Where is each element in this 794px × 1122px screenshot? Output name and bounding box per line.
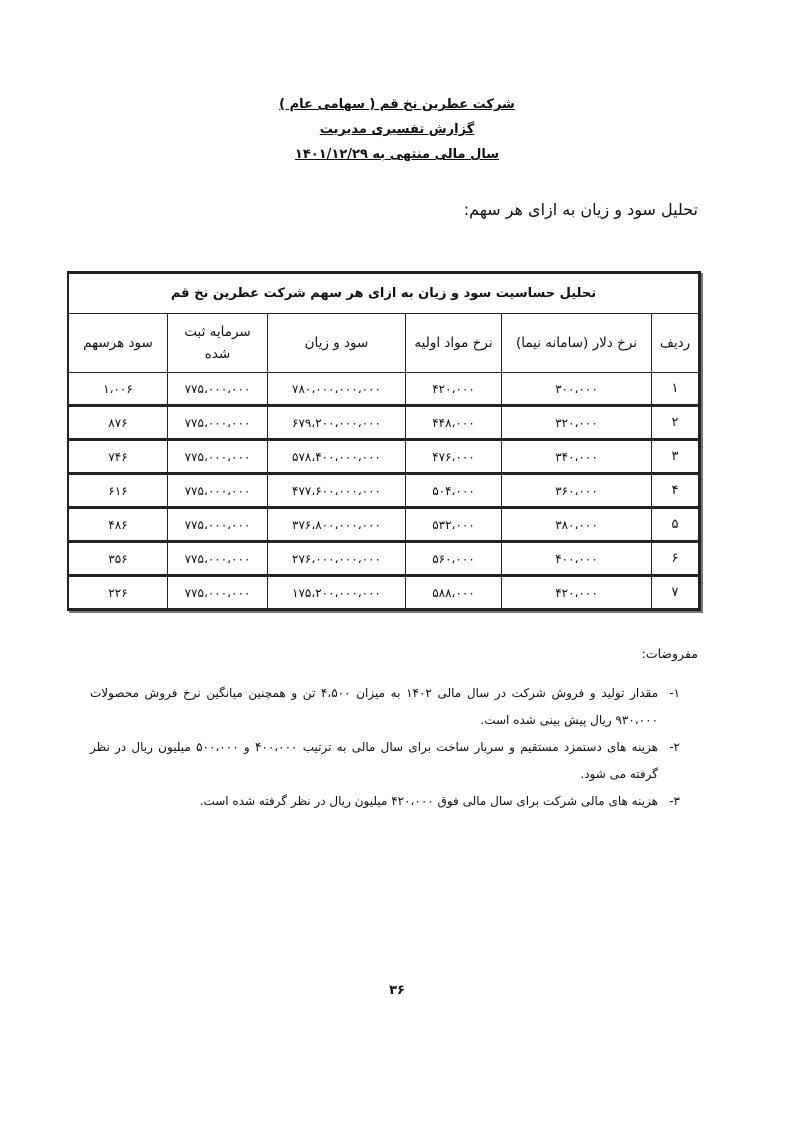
cell-material-rate: ۴۴۸،۰۰۰ bbox=[406, 406, 502, 440]
assumption-item bbox=[90, 788, 680, 815]
company-name: شرکت عطرین نخ قم ( سهامی عام ) bbox=[279, 97, 515, 112]
table-row bbox=[68, 508, 698, 542]
cell-material-rate: ۵۳۲،۰۰۰ bbox=[406, 508, 502, 542]
cell-row-number: ۴ bbox=[652, 474, 699, 508]
cell-profit-loss: ۳۷۶،۸۰۰،۰۰۰،۰۰۰ bbox=[268, 508, 406, 542]
cell-profit-loss: ۴۷۷،۶۰۰،۰۰۰،۰۰۰ bbox=[268, 474, 406, 508]
table-row bbox=[68, 406, 698, 440]
table-row bbox=[68, 440, 698, 474]
header-registered-capital: سرمایه ثبت شده bbox=[168, 314, 268, 373]
cell-dollar-rate: ۳۶۰،۰۰۰ bbox=[502, 474, 652, 508]
table-row bbox=[68, 542, 698, 576]
report-header bbox=[150, 92, 644, 167]
cell-eps: ۱،۰۰۶ bbox=[68, 373, 167, 406]
assumptions-list bbox=[90, 680, 680, 815]
assumptions-title: مفروضات: bbox=[641, 646, 698, 661]
cell-eps: ۶۱۶ bbox=[68, 474, 167, 508]
header-row-number: ردیف bbox=[652, 314, 699, 373]
assumption-number: ۳- bbox=[669, 794, 680, 808]
sensitivity-table-frame bbox=[67, 271, 701, 611]
assumption-number: ۱- bbox=[669, 686, 680, 700]
table-body bbox=[68, 373, 698, 609]
table-row bbox=[68, 474, 698, 508]
cell-registered-capital: ۷۷۵،۰۰۰،۰۰۰ bbox=[168, 373, 268, 406]
cell-dollar-rate: ۳۰۰،۰۰۰ bbox=[502, 373, 652, 406]
cell-dollar-rate: ۳۴۰،۰۰۰ bbox=[502, 440, 652, 474]
section-title: تحلیل سود و زیان به ازای هر سهم: bbox=[463, 200, 698, 219]
cell-row-number: ۳ bbox=[652, 440, 699, 474]
cell-profit-loss: ۶۷۹،۲۰۰،۰۰۰،۰۰۰ bbox=[268, 406, 406, 440]
cell-profit-loss: ۲۷۶،۰۰۰،۰۰۰،۰۰۰ bbox=[268, 542, 406, 576]
cell-row-number: ۵ bbox=[652, 508, 699, 542]
cell-registered-capital: ۷۷۵،۰۰۰،۰۰۰ bbox=[168, 542, 268, 576]
cell-material-rate: ۵۰۴،۰۰۰ bbox=[406, 474, 502, 508]
header-material-rate: نرخ مواد اولیه bbox=[406, 314, 502, 373]
cell-row-number: ۱ bbox=[652, 373, 699, 406]
cell-dollar-rate: ۳۸۰،۰۰۰ bbox=[502, 508, 652, 542]
cell-profit-loss: ۷۸۰،۰۰۰،۰۰۰،۰۰۰ bbox=[268, 373, 406, 406]
page-number: ۳۶ bbox=[389, 983, 405, 998]
cell-dollar-rate: ۴۲۰،۰۰۰ bbox=[502, 576, 652, 609]
fiscal-period: سال مالی منتهی به ۱۴۰۱/۱۲/۲۹ bbox=[294, 147, 500, 162]
cell-material-rate: ۴۷۶،۰۰۰ bbox=[406, 440, 502, 474]
cell-row-number: ۶ bbox=[652, 542, 699, 576]
table-caption: تحلیل حساسیت سود و زیان به ازای هر سهم شرکت عطرین نخ قم bbox=[68, 274, 698, 314]
cell-row-number: ۲ bbox=[652, 406, 699, 440]
assumption-text: مقدار تولید و فروش شرکت در سال مالی ۱۴۰۲ به میزان ۴،۵۰۰ تن و همچنین میانگین نرخ فروش محصولات ۹۳۰،۰۰۰ ریال پیش بینی شده است. bbox=[90, 686, 658, 727]
assumption-text: هزینه های مالی شرکت برای سال مالی فوق ۴۲۰،۰۰۰ میلیون ریال در نظر گرفته شده است. bbox=[199, 794, 658, 808]
cell-eps: ۷۴۶ bbox=[68, 440, 167, 474]
cell-eps: ۸۷۶ bbox=[68, 406, 167, 440]
assumption-item bbox=[90, 680, 680, 734]
header-profit-loss: سود و زیان bbox=[268, 314, 406, 373]
table-row bbox=[68, 576, 698, 609]
header-dollar-rate: نرخ دلار (سامانه نیما) bbox=[502, 314, 652, 373]
cell-material-rate: ۵۸۸،۰۰۰ bbox=[406, 576, 502, 609]
cell-profit-loss: ۱۷۵،۲۰۰،۰۰۰،۰۰۰ bbox=[268, 576, 406, 609]
cell-row-number: ۷ bbox=[652, 576, 699, 609]
cell-registered-capital: ۷۷۵،۰۰۰،۰۰۰ bbox=[168, 440, 268, 474]
cell-registered-capital: ۷۷۵،۰۰۰،۰۰۰ bbox=[168, 474, 268, 508]
cell-eps: ۲۲۶ bbox=[68, 576, 167, 609]
cell-registered-capital: ۷۷۵،۰۰۰،۰۰۰ bbox=[168, 508, 268, 542]
assumption-number: ۲- bbox=[669, 740, 680, 754]
report-title: گزارش تفسیری مدیریت bbox=[319, 122, 475, 137]
cell-dollar-rate: ۴۰۰،۰۰۰ bbox=[502, 542, 652, 576]
assumption-item bbox=[90, 734, 680, 788]
cell-profit-loss: ۵۷۸،۴۰۰،۰۰۰،۰۰۰ bbox=[268, 440, 406, 474]
cell-registered-capital: ۷۷۵،۰۰۰،۰۰۰ bbox=[168, 406, 268, 440]
table-header-row bbox=[68, 314, 698, 373]
cell-eps: ۳۵۶ bbox=[68, 542, 167, 576]
cell-material-rate: ۵۶۰،۰۰۰ bbox=[406, 542, 502, 576]
table-row bbox=[68, 373, 698, 406]
header-eps: سود هرسهم bbox=[68, 314, 167, 373]
cell-eps: ۴۸۶ bbox=[68, 508, 167, 542]
sensitivity-table bbox=[68, 273, 699, 609]
cell-material-rate: ۴۲۰،۰۰۰ bbox=[406, 373, 502, 406]
cell-registered-capital: ۷۷۵،۰۰۰،۰۰۰ bbox=[168, 576, 268, 609]
assumption-text: هزینه های دستمزد مستقیم و سربار ساخت برای سال مالی به ترتیب ۴۰۰،۰۰۰ و ۵۰۰،۰۰۰ میلیون ریال در نظر گرفته می شود. bbox=[90, 740, 658, 781]
cell-dollar-rate: ۳۲۰،۰۰۰ bbox=[502, 406, 652, 440]
